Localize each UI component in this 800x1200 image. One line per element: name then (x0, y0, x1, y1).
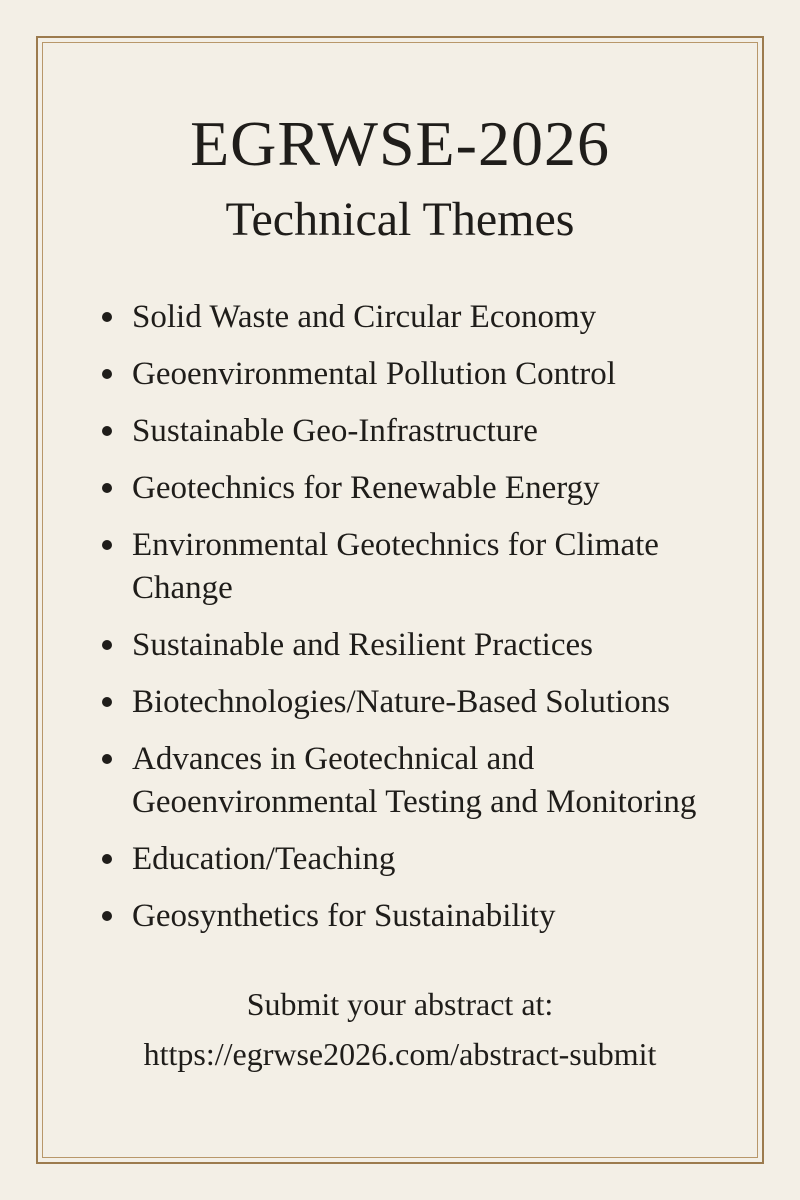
bullet-icon (102, 369, 112, 379)
theme-item (102, 524, 732, 610)
theme-label: Biotechnologies/Nature-Based Solutions (132, 684, 671, 720)
theme-item (102, 895, 732, 938)
theme-label: Geoenvironmental Pollution Control (132, 356, 616, 392)
bullet-icon (102, 483, 112, 493)
theme-item (102, 296, 732, 339)
poster-title: EGRWSE-2026 (190, 108, 610, 179)
poster (42, 42, 758, 1158)
theme-item (102, 624, 732, 667)
theme-label: Geosynthetics for Sustainability (132, 898, 556, 934)
theme-label: Solid Waste and Circular Economy (132, 299, 597, 335)
theme-label: Advances in Geotechnical and Geoenvironmental Testing and Monitoring (132, 741, 697, 820)
bullet-icon (102, 697, 112, 707)
theme-label: Sustainable Geo-Infrastructure (132, 413, 538, 449)
theme-label: Geotechnics for Renewable Energy (132, 470, 600, 506)
poster-subtitle: Technical Themes (225, 193, 575, 246)
submit-url: https://egrwse2026.com/abstract-submit (143, 1036, 657, 1072)
bullet-icon (102, 854, 112, 864)
themes-list (102, 296, 732, 952)
bullet-icon (102, 911, 112, 921)
theme-item (102, 738, 732, 824)
theme-item (102, 410, 732, 453)
submit-label: Submit your abstract at: (246, 986, 554, 1022)
theme-label: Environmental Geotechnics for Climate Change (132, 527, 659, 606)
theme-item (102, 681, 732, 724)
bullet-icon (102, 426, 112, 436)
bullet-icon (102, 640, 112, 650)
bullet-icon (102, 540, 112, 550)
bullet-icon (102, 312, 112, 322)
theme-item (102, 467, 732, 510)
bullet-icon (102, 754, 112, 764)
theme-item (102, 353, 732, 396)
theme-item (102, 838, 732, 881)
theme-label: Education/Teaching (132, 841, 396, 877)
theme-label: Sustainable and Resilient Practices (132, 627, 593, 663)
